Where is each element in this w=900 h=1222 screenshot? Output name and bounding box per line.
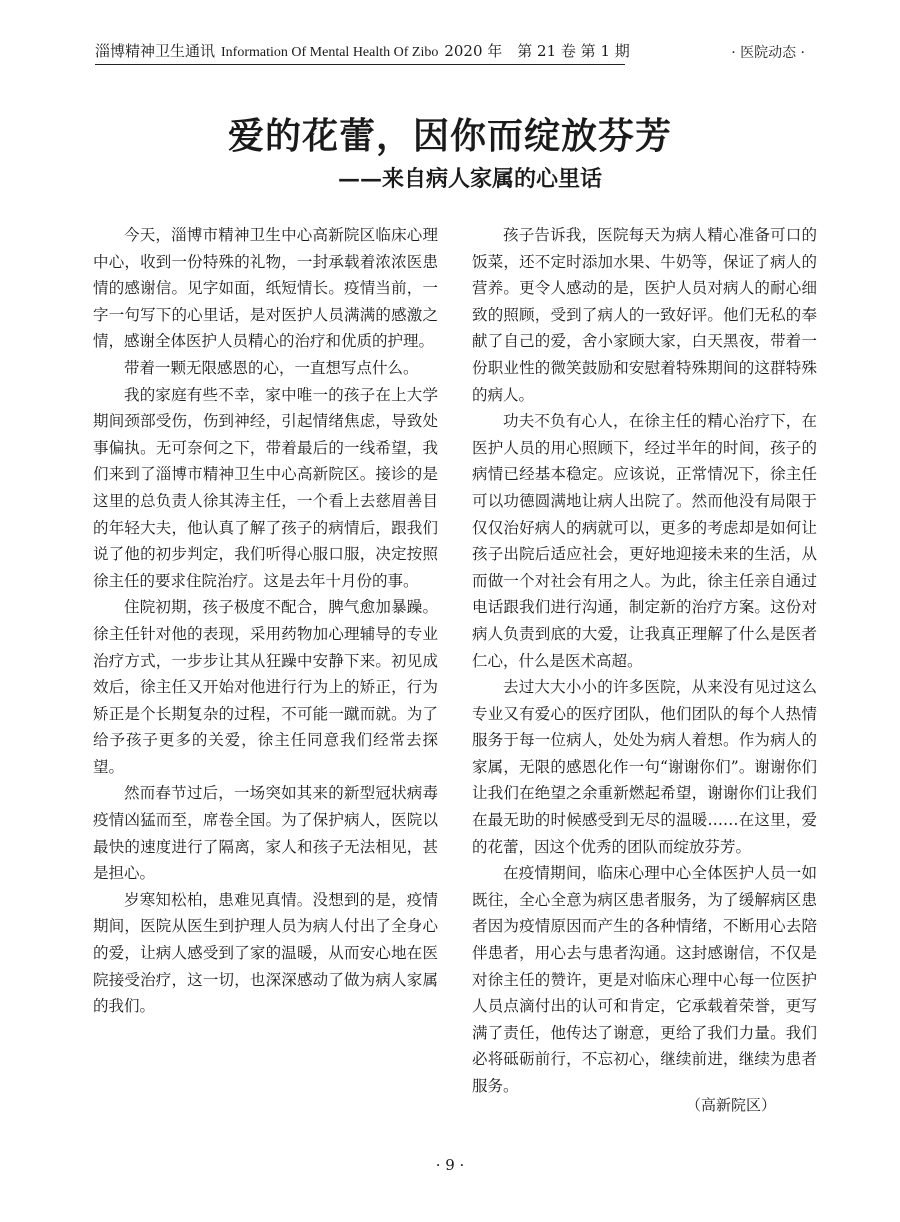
article-title: 爱的花蕾，因你而绽放芬芳 <box>227 115 672 157</box>
paragraph: 带着一颗无限感恩的心，一直想写点什么。 <box>124 358 419 377</box>
journal-issue: 2020 年 第 21 卷 第 1 期 <box>444 42 630 60</box>
running-header <box>95 40 815 70</box>
paragraph: 在疫情期间，临床心理中心全体医护人员一如既往，全心全意为病区患者服务，为了缓解病区患者因为疫情原因而产生的各种情绪，不断用心去陪伴患者，用心去与患者沟通。这封感谢信，不仅是对徐主任的赞许，更是对临床心理中心每一位医护人员点滴付出的认可和肯定，它承载着荣誉，更写满了责任，他传达了谢意，更给了我们力量。我们必将砥砺前行，不忘初心，继续前进，继续为患者服务。 <box>472 864 817 1095</box>
article-subtitle: ——来自病人家属的心里话 <box>338 166 603 192</box>
journal-info <box>95 40 630 61</box>
paragraph: 功夫不负有心人，在徐主任的精心治疗下，在医护人员的用心照顾下，经过半年的时间，孩子的病情已经基本稳定。应该说，正常情况下，徐主任可以功德圆满地让病人出院了。然而他没有局限于仅仅治好病人的病就可以，更多的考虑却是如何让孩子出院后适应社会，更好地迎接未来的生活，从而做一个对社会有用之人。为此，徐主任亲自通过电话跟我们进行沟通，制定新的治疗方案。这份对病人负责到底的大爱，让我真正理解了什么是医者仁心，什么是医术高超。 <box>472 412 817 670</box>
left-column <box>93 222 438 1020</box>
paragraph: 孩子告诉我，医院每天为病人精心准备可口的饭菜，还不定时添加水果、牛奶等，保证了病人的营养。更令人感动的是，医护人员对病人的耐心细致的照顾，受到了病人的一致好评。他们无私的奉献了自己的爱，舍小家顾大家，白天黑夜，带着一份职业性的微笑鼓励和安慰着特殊期间的这群特殊的病人。 <box>472 226 817 404</box>
header-rule <box>95 64 625 65</box>
paragraph: 岁寒知松柏，患难见真情。没想到的是，疫情期间，医院从医生到护理人员为病人付出了全身心的爱，让病人感受到了家的温暖，从而安心地在医院接受治疗，这一切，也深深感动了做为病人家属的我们。 <box>93 890 438 1016</box>
paragraph: 然而春节过后，一场突如其来的新型冠状病毒疫情凶猛而至，席卷全国。为了保护病人，医院以最快的速度进行了隔离，家人和孩子无法相见，甚是担心。 <box>93 784 438 883</box>
page-number: · 9 · <box>435 1156 465 1174</box>
paragraph: 去过大大小小的许多医院，从来没有见过这么专业又有爱心的医疗团队，他们团队的每个人热情服务于每一位病人，处处为病人着想。作为病人的家属，无限的感恩化作一句“谢谢你们”。谢谢你们让我们在绝望之余重新燃起希望，谢谢你们让我们在最无助的时候感受到无尽的温暖……在这里，爱的花蕾，因这个优秀的团队而绽放芬芳。 <box>472 678 817 856</box>
paragraph: 住院初期，孩子极度不配合，脾气愈加暴躁。徐主任针对他的表现，采用药物加心理辅导的专业治疗方式，一步步让其从狂躁中安静下来。初见成效后，徐主任又开始对他进行行为上的矫正，行为矫正是个长期复杂的过程，不可能一蹴而就。为了给予孩子更多的关爱，徐主任同意我们经常去探望。 <box>93 598 438 776</box>
paragraph: 我的家庭有些不幸，家中唯一的孩子在上大学期间颈部受伤，伤到神经，引起情绪焦虑，导致处事偏执。无可奈何之下，带着最后的一线希望，我们来到了淄博市精神卫生中心高新院区。接诊的是这里的总负责人徐其涛主任，一个看上去慈眉善目的年轻大夫，他认真了解了孩子的病情后，跟我们说了他的初步判定，我们听得心服口服，决定按照徐主任的要求住院治疗。这是去年十月份的事。 <box>93 385 438 590</box>
journal-name-cn: 淄博精神卫生通讯 <box>95 42 216 60</box>
signature: （高新院区） <box>686 1096 777 1114</box>
section-label: · 医院动态 · <box>731 45 805 61</box>
paragraph: 今天，淄博市精神卫生中心高新院区临床心理中心，收到一份特殊的礼物，一封承载着浓浓医患情的感谢信。见字如面，纸短情长。疫情当前，一字一句写下的心里话，是对医护人员满满的感激之情，感谢全体医护人员精心的治疗和优质的护理。 <box>93 226 438 351</box>
right-column <box>472 222 817 1100</box>
journal-name-en: Information Of Mental Health Of Zibo <box>221 45 439 60</box>
